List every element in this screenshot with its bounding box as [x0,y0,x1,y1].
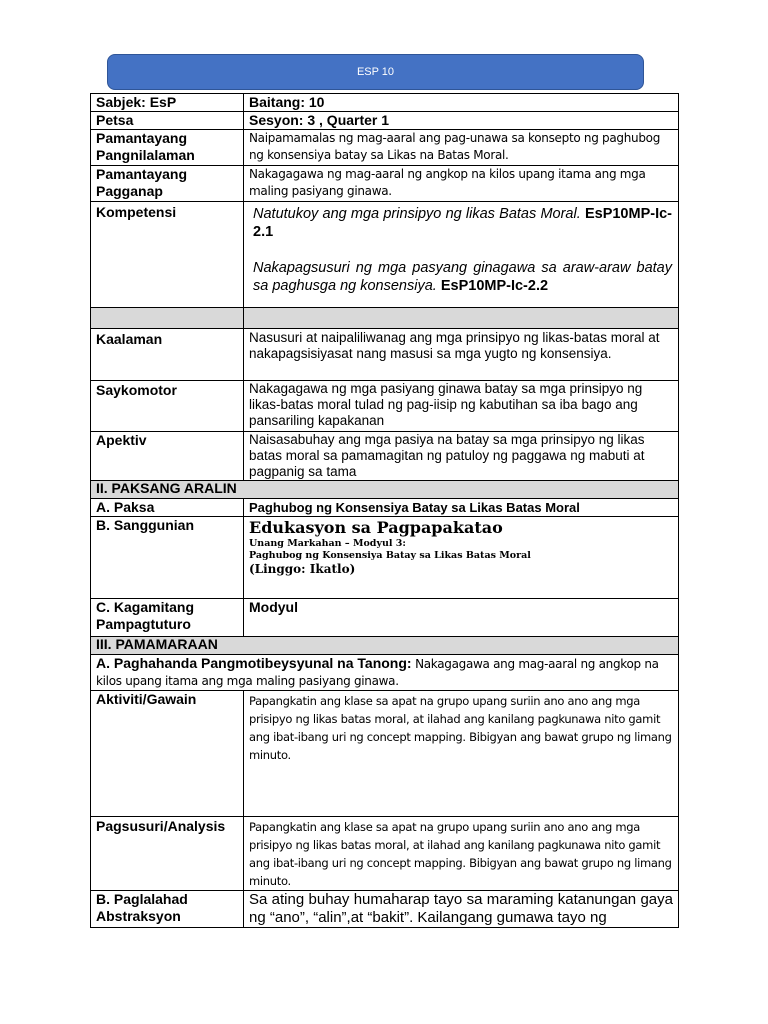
paghahanda-cell [91,655,679,691]
sanggunian-title: Edukasyon sa Pagpapakatao [249,518,503,537]
label-kaalaman: Kaalaman [91,329,244,381]
sanggunian-line3: (Linggo: Ikatlo) [249,562,356,576]
value-baitang: Baitang: 10 [244,94,679,112]
row-section-2 [91,481,679,499]
row-paglalahad [91,891,679,928]
label-pagganap [91,166,244,202]
spacer-cell-left [91,308,244,329]
row-pagsusuri [91,817,679,891]
row-kaalaman [91,329,679,381]
value-kaalaman: Nasusuri at naipaliliwanag ang mga prinsipyo ng likas-batas moral at nakapagsisiyasat nang masusi sa mga yugto ng konsensiya. [244,329,679,381]
section-paksang-aralin: II. PAKSANG ARALIN [91,481,679,499]
label-petsa: Petsa [91,112,244,130]
paghahanda-label: A. Paghahanda Pangmotibeysyunal na Tanong: [96,655,412,671]
value-pangnilalaman: Naipamamalas ng mag-aaral ang pag-unawa sa konsepto ng paghubog ng konsensiya batay sa Likas na Batas Moral. [244,130,679,166]
kompetensi-text-1: Natutukoy ang mga prinsipyo ng likas Batas Moral. [253,206,581,222]
section-pamamaraan: III. PAMAMARAAN [91,637,679,655]
label-paksa: A. Paksa [91,499,244,517]
label-sanggunian: B. Sanggunian [91,517,244,599]
row-pagganap [91,166,679,202]
row-pangnilalaman [91,130,679,166]
row-sabjek [91,94,679,112]
value-paksa: Paghubog ng Konsensiya Batay sa Likas Batas Moral [244,499,679,517]
label-saykomotor: Saykomotor [91,381,244,432]
label-kagamitan [91,599,244,637]
kompetensi-text-2: Nakapagsusuri ng mga pasyang ginagawa sa araw-araw batay sa paghusga ng konsensiya. [253,260,672,294]
sanggunian-line1: Unang Markahan – Modyul 3: [249,538,406,549]
row-section-3 [91,637,679,655]
row-saykomotor [91,381,679,432]
label-apektiv: Apektiv [91,432,244,481]
kompetensi-item-2 [253,259,672,295]
value-sesyon: Sesyon: 3 , Quarter 1 [244,112,679,130]
label-aktiviti: Aktiviti/Gawain [91,691,244,817]
title-banner [107,54,644,90]
row-sanggunian [91,517,679,599]
row-petsa [91,112,679,130]
banner-title: ESP 10 [356,66,395,78]
label-paglalahad-line2: Abstraksyon [96,908,181,924]
value-pagganap: Nakagagawa ng mag-aaral ng angkop na kilos upang itama ang mga maling pasiyang ginawa. [244,166,679,202]
label-paglalahad-line1: B. Paglalahad [96,891,188,907]
label-pagganap-line2: Pagganap [96,183,163,199]
value-saykomotor: Nakagagawa ng mga pasiyang ginawa batay sa mga prinsipyo ng likas-batas moral tulad ng pag-iisip ng kabutihan sa iba bago ang pansariling kapakanan [244,381,679,432]
label-kagamitan-line2: Pampagtuturo [96,616,191,632]
label-paglalahad [91,891,244,928]
kompetensi-code-1: EsP10MP-Ic-2.1 [253,206,672,240]
value-sanggunian [244,517,679,599]
row-kagamitan [91,599,679,637]
label-sabjek: Sabjek: EsP [91,94,244,112]
row-spacer [91,308,679,329]
spacer-cell-right [244,308,679,329]
label-pangnilalaman [91,130,244,166]
label-pagganap-line1: Pamantayang [96,166,188,182]
label-pagsusuri: Pagsusuri/Analysis [91,817,244,891]
row-kompetensi [91,202,679,308]
value-paglalahad: Sa ating buhay humaharap tayo sa maraming katanungan gaya ng “ano”, “alin”,at “bakit”. Kailangang gumawa tayo ng [244,891,679,928]
sanggunian-line2: Paghubog ng Konsensiya Batay sa Likas Batas Moral [249,550,531,561]
row-paksa [91,499,679,517]
value-kompetensi [244,202,679,308]
kompetensi-code-2: EsP10MP-Ic-2.2 [440,278,549,294]
row-paghahanda [91,655,679,691]
value-aktiviti: Papangkatin ang klase sa apat na grupo upang suriin ano ano ang mga prisipyo ng likas batas moral, at ilahad ang kanilang pagkunawa nito gamit ang ibat-ibang uri ng concept mapping. Bibigyan ang bawat grupo ng limang minuto. [244,691,679,817]
value-kagamitan: Modyul [244,599,679,637]
paghahanda-value: Nakagagawa ang mag-aaral ng angkop na kilos upang itama ang mga maling pasiyang ginawa. [96,657,659,688]
label-pangnilalaman-line2: Pangnilalaman [96,147,195,163]
label-pangnilalaman-line1: Pamantayang [96,130,188,146]
row-aktiviti [91,691,679,817]
value-apektiv: Naisasabuhay ang mga pasiya na batay sa mga prinsipyo ng likas batas moral sa pamamagitan ng patuloy ng paggawa ng mabuti at pagpanig sa tama [244,432,679,481]
row-apektiv [91,432,679,481]
label-kompetensi: Kompetensi [91,202,244,308]
value-pagsusuri: Papangkatin ang klase sa apat na grupo upang suriin ano ano ang mga prisipyo ng likas batas moral, at ilahad ang kanilang pagkunawa nito gamit ang ibat-ibang uri ng concept mapping. Bibigyan ang bawat grupo ng limang minuto. [244,817,679,891]
lesson-plan-table [90,93,679,928]
label-kagamitan-line1: C. Kagamitang [96,599,195,615]
kompetensi-item-1 [253,205,672,241]
